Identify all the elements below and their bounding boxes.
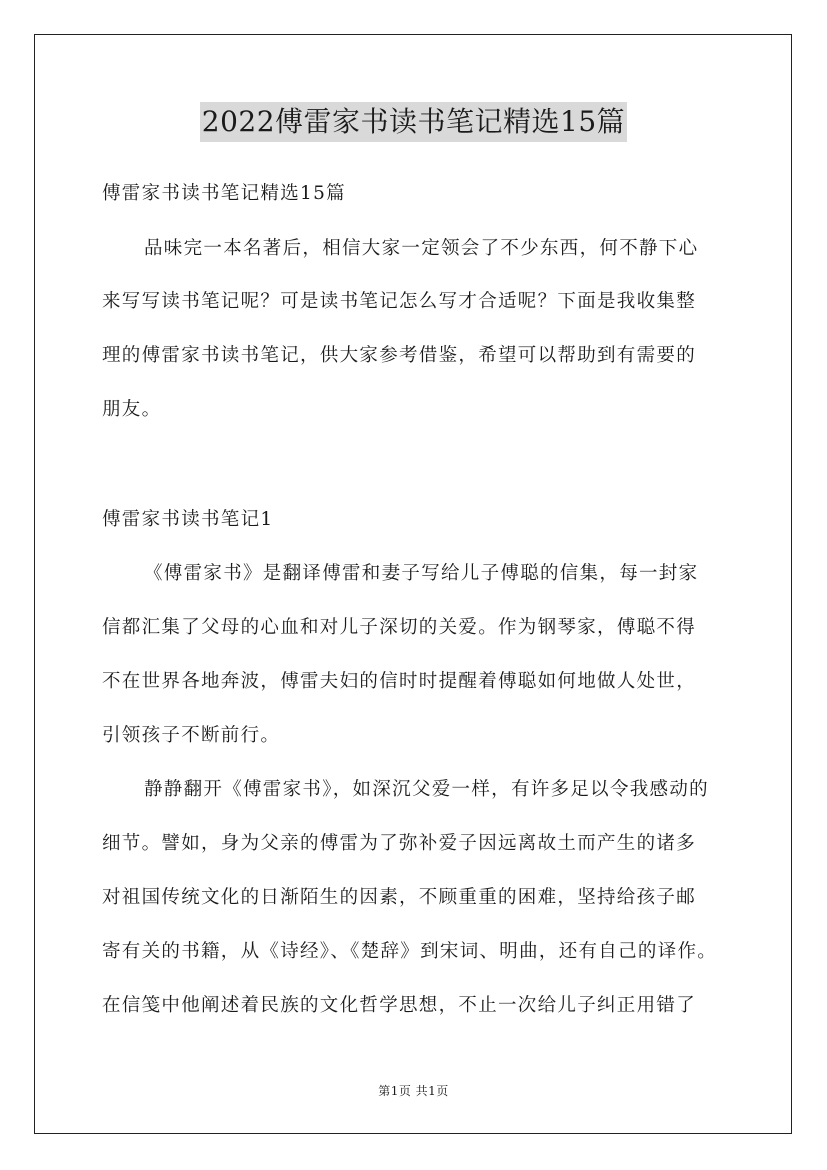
subtitle-line: 傅雷家书读书笔记精选15篇 bbox=[102, 183, 346, 204]
page-number-footer: 第1页 共1页 bbox=[378, 1084, 449, 1098]
paragraph-line: 细节。譬如，身为父亲的傅雷为了弥补爱子因远离故土而产生的诸多 bbox=[102, 833, 697, 854]
paragraph-line: 来写写读书笔记呢？可是读书笔记怎么写才合适呢？下面是我收集整 bbox=[102, 291, 697, 312]
paragraph-line: 寄有关的书籍，从《诗经》、《楚辞》到宋词、明曲，还有自己的译作。 bbox=[102, 941, 718, 962]
paragraph-line: 信都汇集了父母的心血和对儿子深切的关爱。作为钢琴家，傅聪不得 bbox=[102, 617, 697, 638]
paragraph-line: 在信笺中他阐述着民族的文化哲学思想，不止一次给儿子纠正用错了 bbox=[102, 995, 697, 1016]
paragraph-line: 理的傅雷家书读书笔记，供大家参考借鉴，希望可以帮助到有需要的 bbox=[102, 345, 697, 366]
paragraph-line: 静静翻开《傅雷家书》，如深沉父爱一样，有许多足以令我感动的 bbox=[144, 779, 709, 800]
document-title: 2022傅雷家书读书笔记精选15篇 bbox=[200, 102, 627, 142]
section-heading: 傅雷家书读书笔记1 bbox=[102, 509, 274, 530]
paragraph-line: 引领孩子不断前行。 bbox=[102, 725, 281, 746]
paragraph-line: 不在世界各地奔波，傅雷夫妇的信时时提醒着傅聪如何地做人处世， bbox=[102, 671, 697, 692]
paragraph-line: 对祖国传统文化的日渐陌生的因素，不顾重重的困难，坚持给孩子邮 bbox=[102, 887, 697, 908]
title-container bbox=[0, 102, 827, 142]
paragraph-line: 《傅雷家书》是翻译傅雷和妻子写给儿子傅聪的信集，每一封家 bbox=[144, 563, 699, 584]
paragraph-line: 品味完一本名著后，相信大家一定领会了不少东西，何不静下心 bbox=[144, 238, 699, 259]
paragraph-line: 朋友。 bbox=[102, 399, 162, 420]
